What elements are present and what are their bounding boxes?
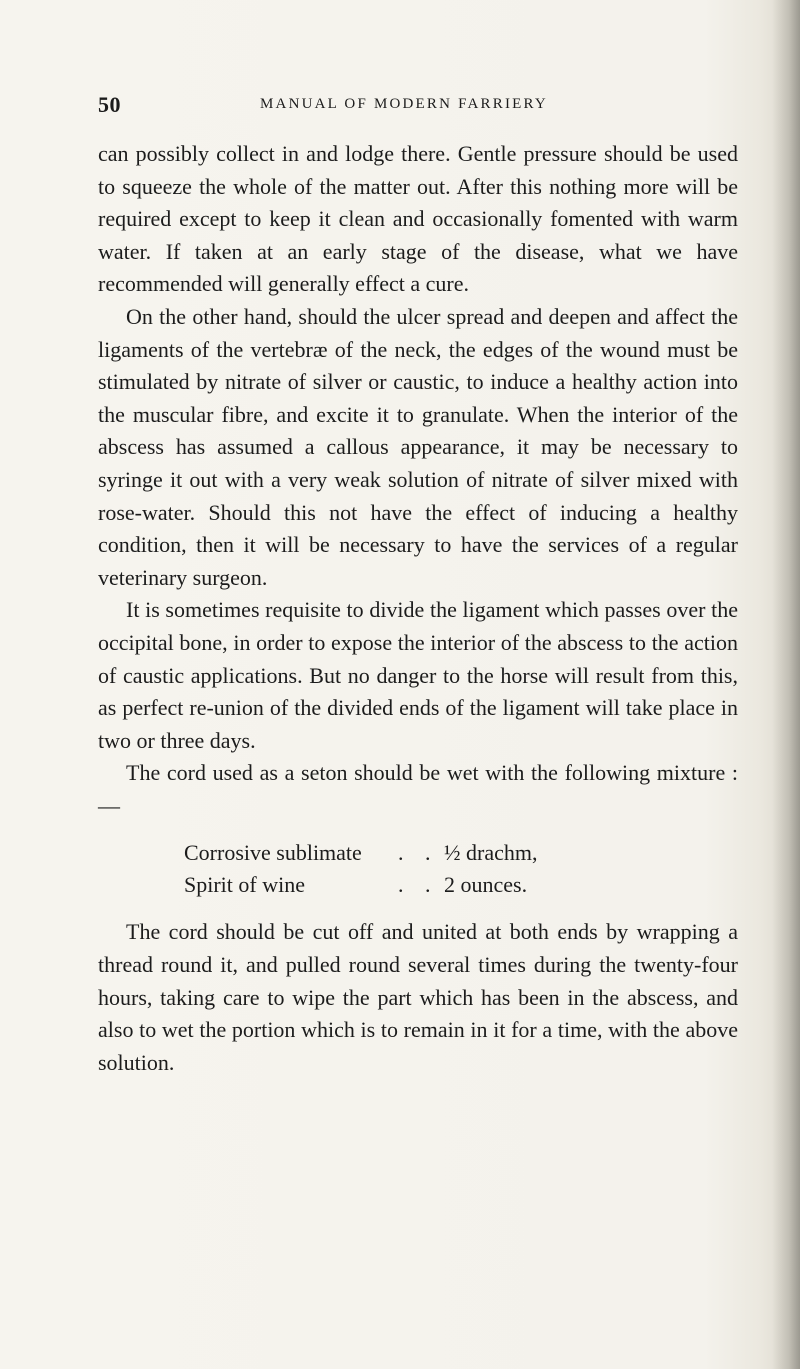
paragraph-2: On the other hand, should the ulcer spread and deepen and affect the ligaments of the vertebræ of the neck, the edges of the wound must be stimulated by nitrate of silver or caustic, to induce a healthy action into the muscular fibre, and excite it to granulate. When the interior of the abscess has assumed a callous appearance, it may be necessary to syringe it out with a very weak solution of nitrate of silver mixed with rose-water. Should this not have the effect of inducing a healthy condition, then it will be necessary to have the services of a regular veterinary surgeon.: [98, 303, 738, 590]
page-number: 50: [98, 92, 121, 117]
recipe-leader: . .: [398, 872, 439, 898]
recipe-quantity: ½ drachm,: [444, 840, 538, 866]
paragraph-4: The cord used as a seton should be wet with the following mixture :—: [98, 760, 738, 818]
paragraph-5: The cord should be cut off and united at both ends by wrapping a thread round it, and pulled round several times during the twenty-four hours, taking care to wipe the part which has been in the abscess, and also to wet the portion which is to remain in it for a time, with the above solution.: [98, 919, 738, 1075]
paragraph-3: It is sometimes requisite to divide the ligament which passes over the occipital bone, in order to expose the interior of the abscess to the action of caustic applications. But no danger to the horse will result from this, as perfect re-union of the divided ends of the ligament will take place in two or three days.: [98, 597, 738, 753]
page-edge-shadow: [772, 0, 800, 1369]
recipe-table: [184, 837, 664, 901]
running-head: [98, 92, 708, 122]
recipe-leader: . .: [398, 840, 439, 866]
running-title: MANUAL OF MODERN FARRIERY: [260, 96, 548, 112]
recipe-quantity: 2 ounces.: [444, 872, 528, 898]
paragraph-1: can possibly collect in and lodge there. Gentle pressure should be used to squeeze the whole of the matter out. After this nothing more will be required except to keep it clean and occasionally fomented with warm water. If taken at an early stage of the disease, what we have recommended will generally effect a cure.: [98, 141, 738, 297]
recipe-row: [184, 837, 664, 869]
recipe-ingredient: Corrosive sublimate: [184, 840, 362, 866]
recipe-row: [184, 869, 664, 901]
recipe-ingredient: Spirit of wine: [184, 872, 305, 898]
body-text: [98, 138, 738, 1079]
